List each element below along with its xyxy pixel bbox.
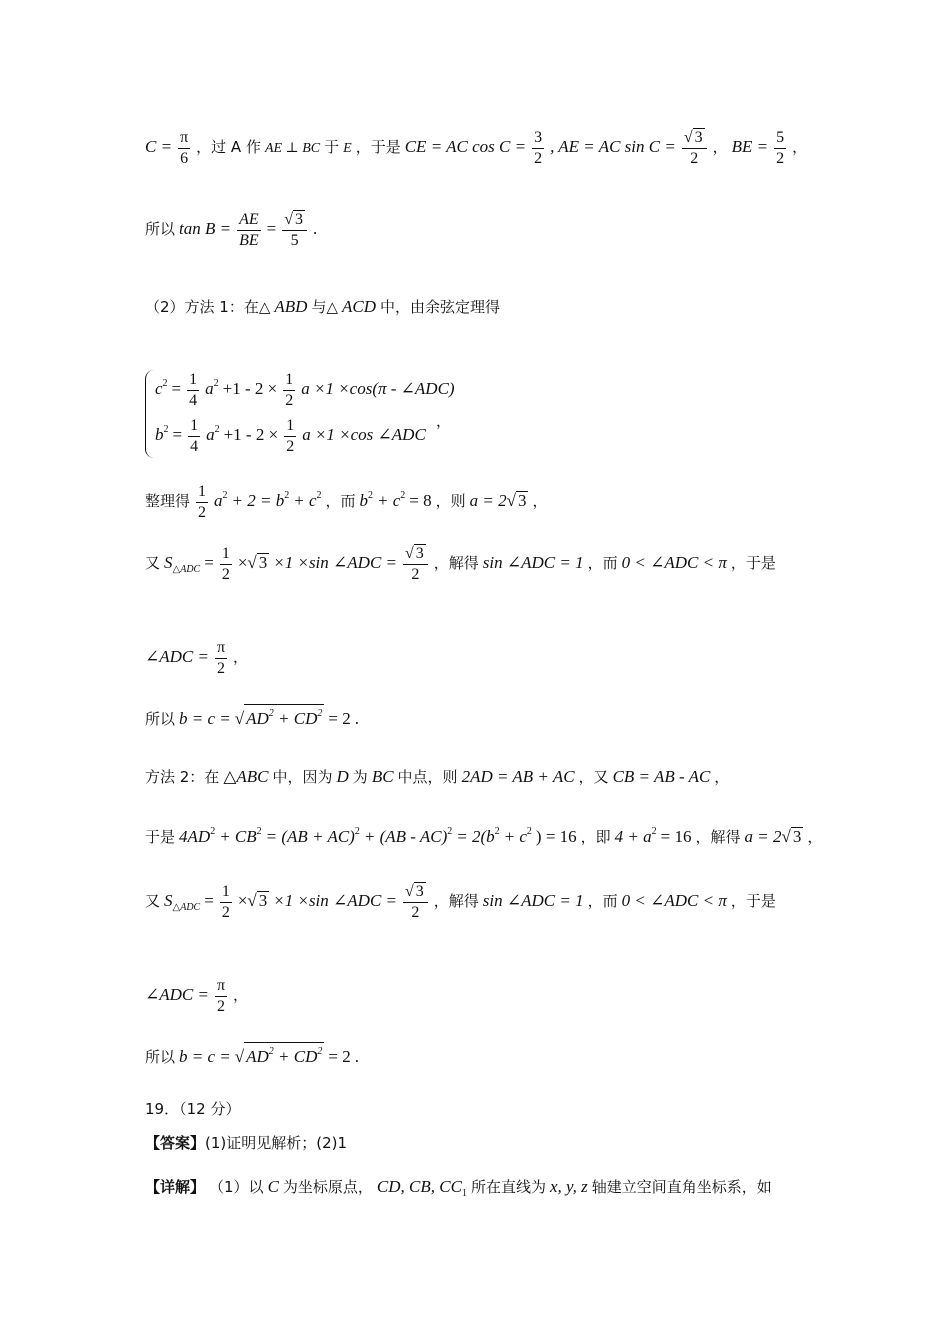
- line-9: 方法 2：在 △ABC 中，因为 D 为 BC 中点，则 2AD = AB + AC ，又 CB = AB - AC ，: [145, 767, 730, 786]
- fraction-1-2: $\frac{1}{2}$: [198, 483, 207, 521]
- fraction-sqrt3-5: $\frac{√ 3}{5}$: [282, 210, 307, 251]
- line-2: 所以 tan B = $\frac{AE}{BE}$ = $\frac{√ 3}{5}$ .: [145, 211, 318, 249]
- fraction-ae-be: $\frac{AE}{BE}$: [239, 211, 259, 249]
- line-8: 所以 b = c = √ $AD^2 + CD^2 = 2$ .: [145, 704, 890, 729]
- line-6: 又 $S_{\triangle ADC}$ = $\frac{1}{2}$ ×√ 3 ×1 ×sin ∠ADC = $\frac{√ 3}{2}$ ，解得 sin ∠ADC = 1 ，而 0 < ∠ADC < π ，于是: [145, 545, 776, 583]
- fraction-sqrt3-2: $\frac{√ 3}{2}$: [682, 128, 707, 169]
- fraction-sqrt3-2: $\frac{√ 3}{2}$: [403, 544, 428, 585]
- fraction-pi-6: $\frac{\pi}{6}$: [180, 129, 189, 167]
- line-5: 整理得 $\frac{1}{2}$ $a^2 + 2 = b^2 + c^2$ ，而 $b^2 + c^2 = 8$ ，则 a = 2√ 3 ，: [145, 483, 548, 521]
- fraction-1-2: $\frac{1}{2}$: [221, 545, 230, 583]
- fraction-5-2: $\frac{5}{2}$: [776, 129, 785, 167]
- equation-row-2: $b^2$ = $\frac{1}{4}$ $a^2 +1 - 2$ × $\frac{1}{2}$ a ×1 ×cos ∠ADC: [155, 417, 426, 455]
- line-7: ∠ADC = $\frac{\pi}{2}$ ，: [145, 639, 249, 677]
- equation-brace: [145, 370, 154, 458]
- fraction-pi-2: $\frac{\pi}{2}$: [216, 977, 226, 1015]
- fraction-sqrt3-2: $\frac{√ 3}{2}$: [403, 882, 428, 923]
- question-19-header: 19．（12 分）: [145, 1100, 241, 1118]
- line-10: 于是 $4AD^2 + CB^2 = (AB + AC)^2 + (AB - AC)^2 = 2(b^2 + c^2$ ) = 16 ，即 $4 + a^2 = 16$ ，解得 a = 2√ 3 ，: [145, 826, 823, 846]
- fraction-1-2: $\frac{1}{2}$: [285, 371, 294, 409]
- line-3: （2）方法 1：在△ ABD 与△ ACD 中，由余弦定理得: [145, 297, 501, 316]
- fraction-pi-2: $\frac{\pi}{2}$: [216, 639, 226, 677]
- equation-comma: ，: [436, 412, 452, 430]
- line-11: 又 $S_{\triangle ADC}$ = $\frac{1}{2}$ ×√ 3 ×1 ×sin ∠ADC = $\frac{√ 3}{2}$ ，解得 sin ∠ADC = 1 ，而 0 < ∠ADC < π ，于是: [145, 883, 776, 921]
- equation-row-1: $c^2$ = $\frac{1}{4}$ $a^2 +1 - 2$ × $\frac{1}{2}$ a ×1 ×cos(π - ∠ADC): [155, 371, 455, 409]
- fraction-1-2: $\frac{1}{2}$: [286, 417, 295, 455]
- line-1: C = $\frac{\pi}{6}$ ，过 A 作 AE ⊥ BC 于 E ，于是 CE = AC cos C = $\frac{3}{2}$ , AE = AC sin C = $\frac{√ 3}{2}$ ， BE = $\frac{5}{2}$ ，: [145, 129, 808, 167]
- detail-line: 【详解】 （1）以 C 为坐标原点， CD, CB, $CC_1$ 所在直线为 x, y, z 轴建立空间直角坐标系，如: [145, 1177, 772, 1199]
- fraction-1-2: $\frac{1}{2}$: [221, 883, 230, 921]
- fraction-3-2: $\frac{3}{2}$: [534, 129, 543, 167]
- fraction-1-4: $\frac{1}{4}$: [189, 371, 198, 409]
- math-c-eq: C =: [145, 137, 173, 157]
- fraction-1-4: $\frac{1}{4}$: [190, 417, 199, 455]
- line-13: 所以 b = c = √ $AD^2 + CD^2 = 2$ .: [145, 1042, 890, 1067]
- answer-line: 【答案】(1)证明见解析；(2)1: [145, 1134, 348, 1152]
- line-12: ∠ADC = $\frac{\pi}{2}$ ，: [145, 977, 249, 1015]
